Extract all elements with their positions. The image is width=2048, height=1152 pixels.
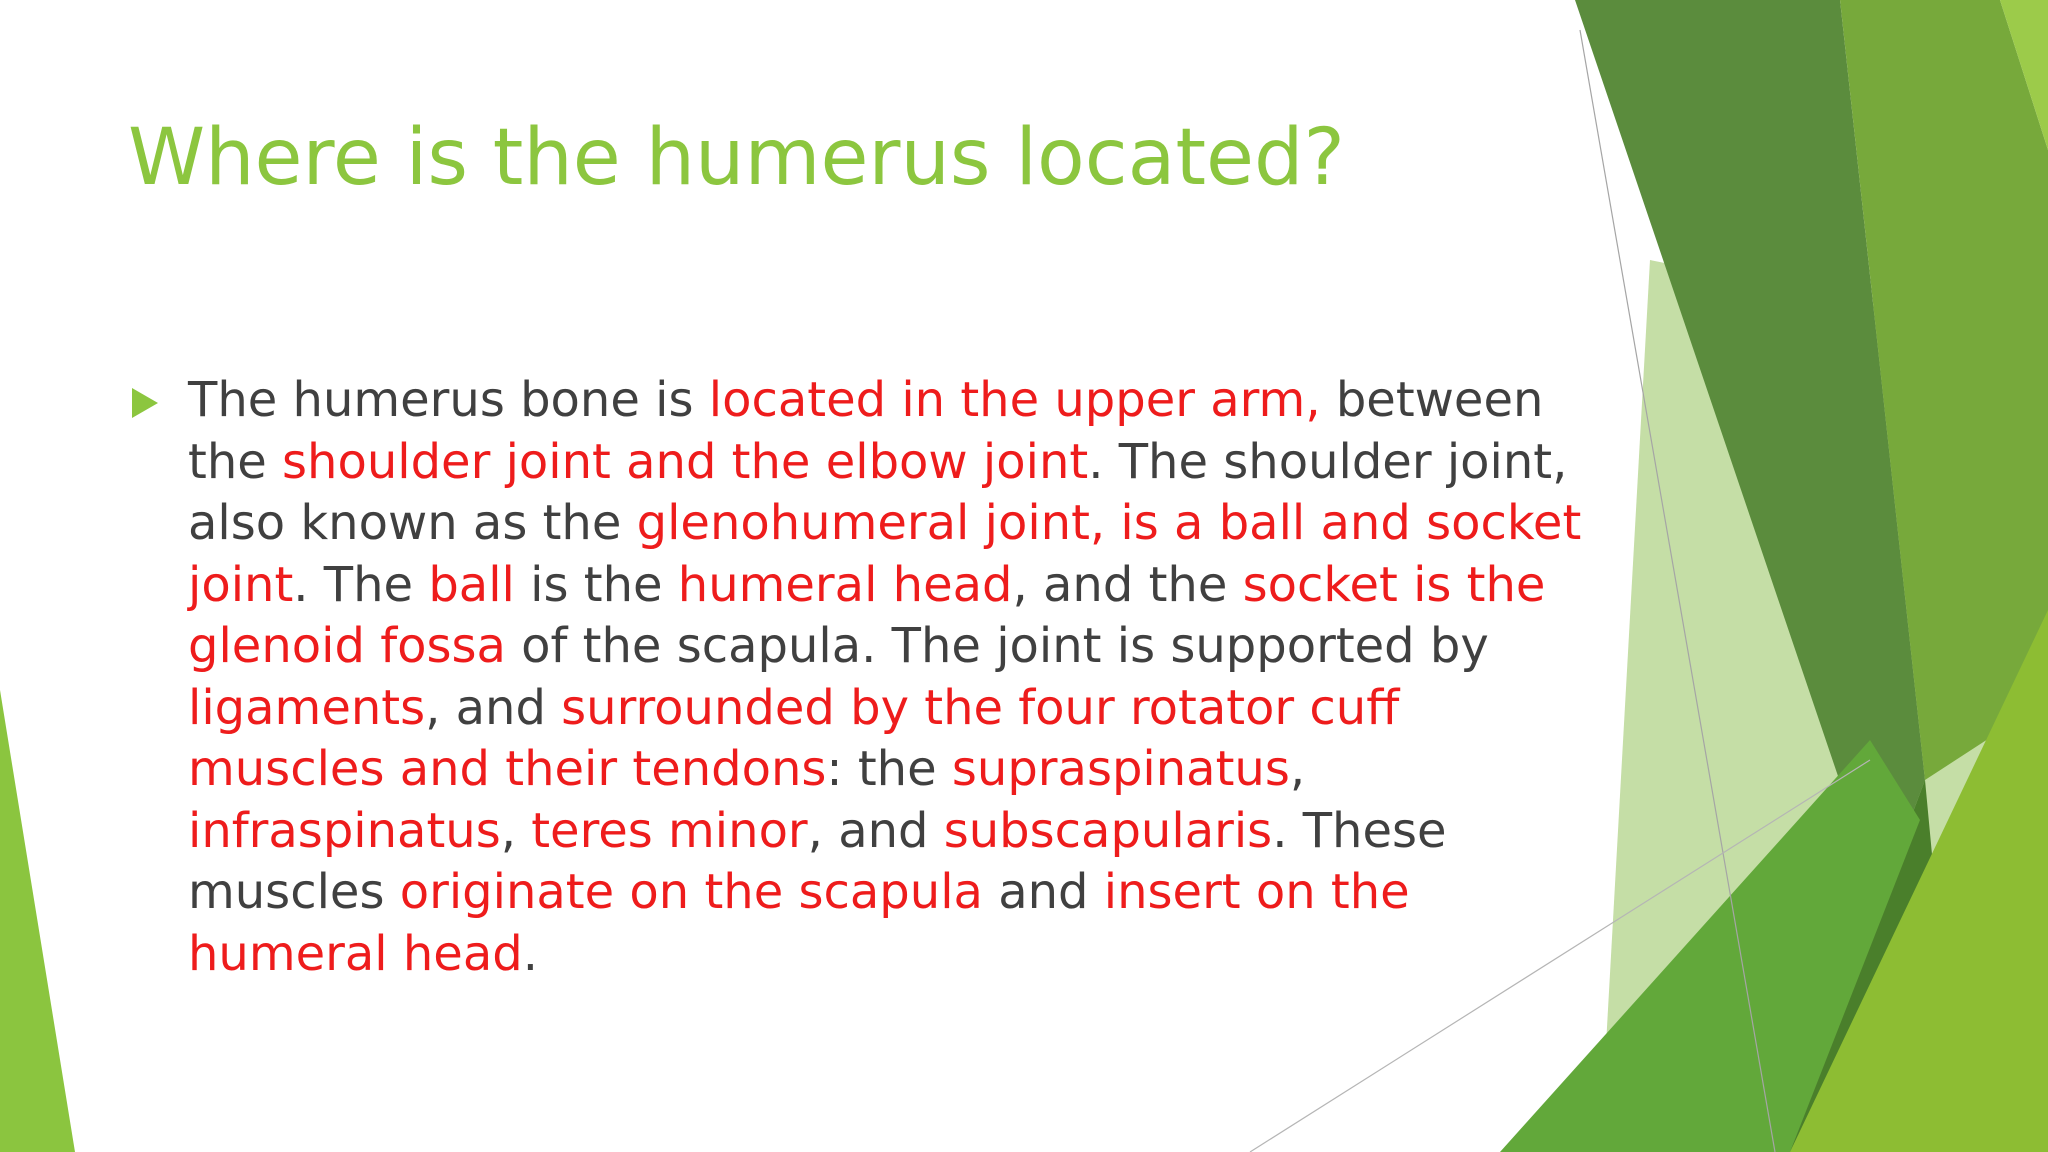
body-text: . These [1272, 802, 1447, 859]
bullet-line [188, 801, 1608, 863]
body-text: between [1320, 372, 1544, 428]
bullet-paragraph [188, 370, 1608, 985]
highlighted-text: teres minor [531, 802, 808, 859]
body-text: , and the [1012, 556, 1243, 613]
body-text: muscles [188, 864, 400, 920]
highlighted-text: insert on the [1103, 864, 1410, 920]
body-text: The humerus bone is [188, 372, 709, 428]
body-text: : the [826, 741, 952, 797]
highlighted-text: infraspinatus [188, 802, 501, 859]
bullet-line [188, 924, 1608, 986]
highlighted-text: humeral head [677, 556, 1013, 613]
bullet-line [188, 555, 1608, 617]
slide-title: Where is the humerus located? [128, 113, 1345, 203]
highlighted-text: joint [188, 556, 294, 613]
bullet-line [188, 739, 1608, 801]
highlighted-text: glenohumeral joint, is a ball and socket [636, 495, 1582, 551]
bullet-line [188, 616, 1608, 678]
highlighted-text: surrounded by the four rotator cuff [561, 679, 1400, 736]
bullet-line [188, 678, 1608, 740]
bullet-line [188, 370, 1608, 432]
body-text: . [522, 925, 538, 982]
highlighted-text: ball [428, 556, 515, 613]
bullet-line [188, 862, 1608, 924]
highlighted-text: socket is the [1242, 556, 1546, 613]
bullet-line [188, 493, 1608, 555]
body-text: of the scapula. The joint is supported by [505, 618, 1489, 674]
highlighted-text: located in the upper arm, [708, 372, 1321, 428]
highlighted-text: supraspinatus [951, 741, 1290, 797]
bg-shape-left-lime-sliver [0, 690, 75, 1152]
body-text: the [188, 433, 283, 490]
body-text: , [500, 802, 532, 859]
triangle-right-icon [132, 388, 158, 418]
body-text: , [1289, 741, 1306, 797]
body-text: also known as the [188, 495, 637, 551]
bullet-line [188, 432, 1608, 494]
body-text: is the [514, 556, 678, 613]
highlighted-text: originate on the scapula [399, 864, 983, 920]
highlighted-text: humeral head [188, 925, 523, 982]
body-text: and [982, 864, 1104, 920]
body-text: . The shoulder joint, [1088, 433, 1568, 490]
highlighted-text: muscles and their tendons [188, 741, 827, 797]
slide-content [132, 370, 1582, 985]
bullet-item [132, 370, 1582, 985]
highlighted-text: ligaments [188, 679, 426, 736]
body-text: . The [293, 556, 429, 613]
body-text: , and [425, 679, 562, 736]
highlighted-text: glenoid fossa [188, 618, 506, 674]
highlighted-text: shoulder joint and the elbow joint [282, 433, 1089, 490]
body-text: , and [807, 802, 944, 859]
highlighted-text: subscapularis [943, 802, 1273, 859]
